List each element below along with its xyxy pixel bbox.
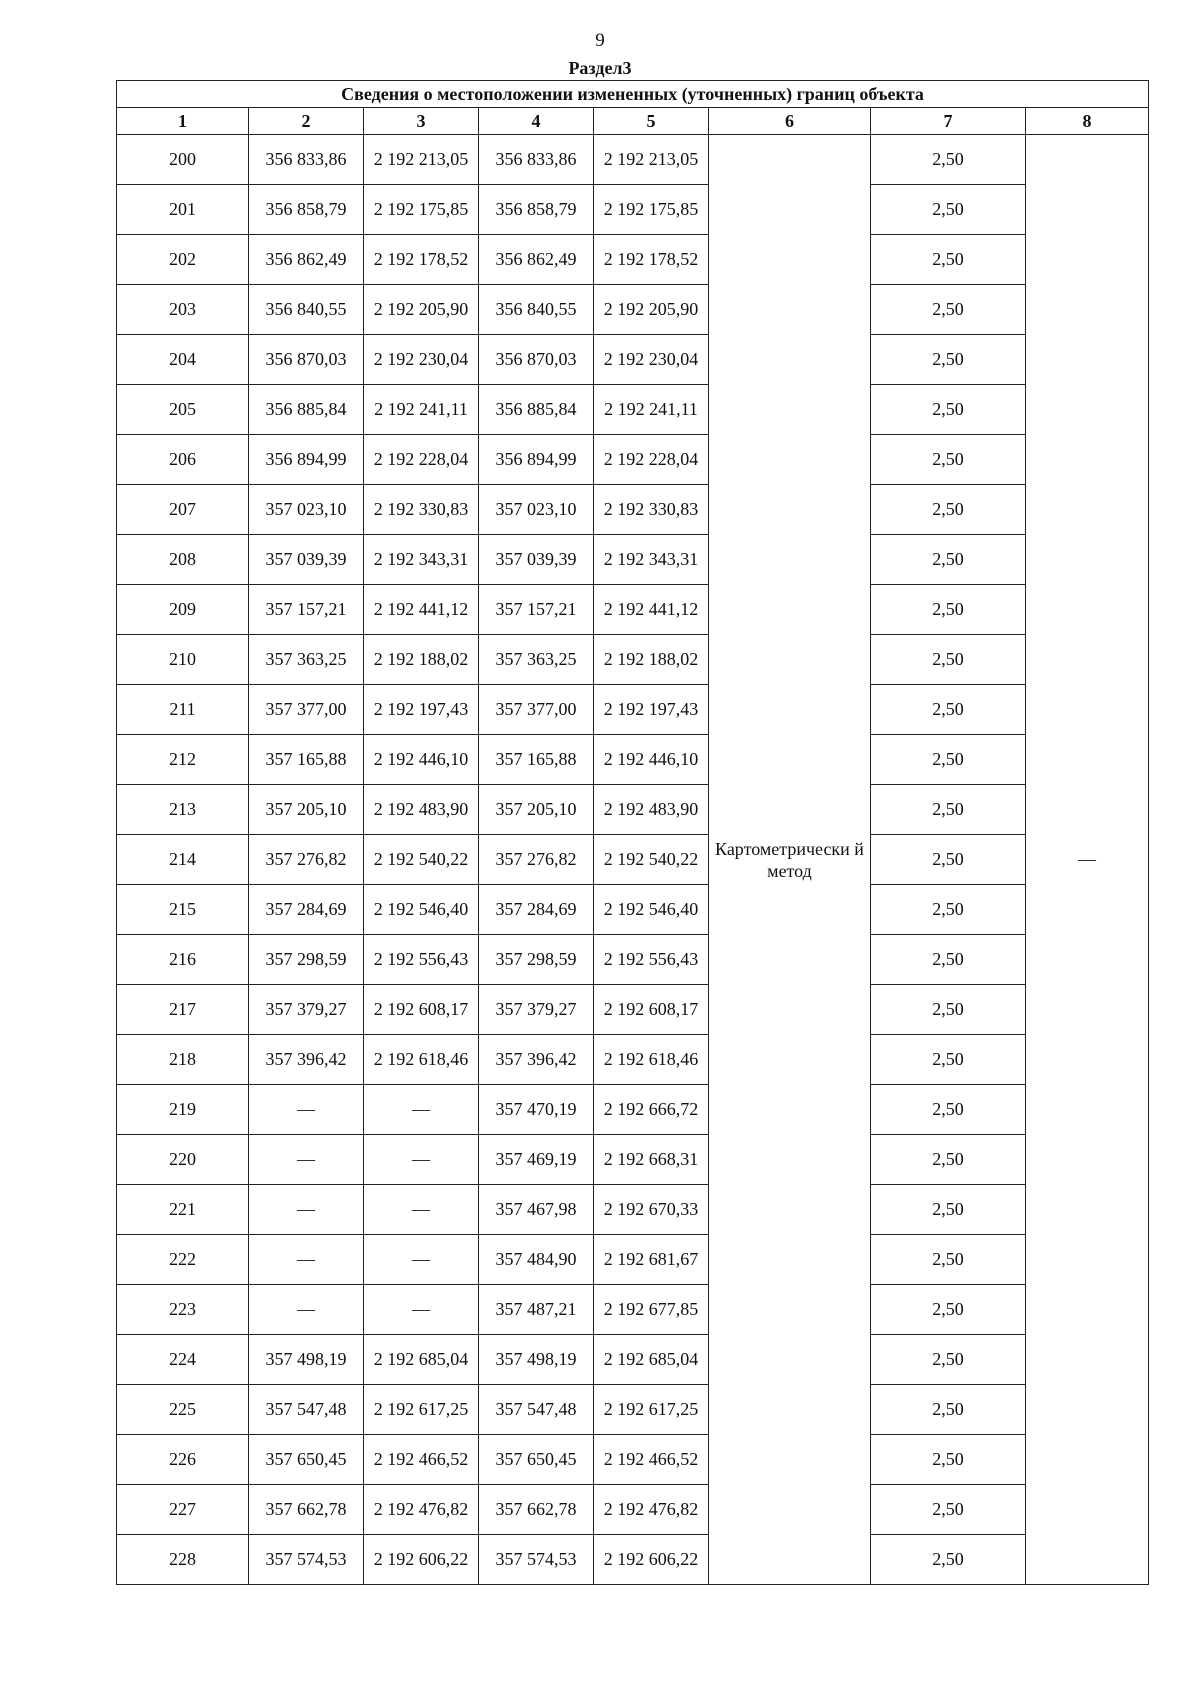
point-number-cell: 228 bbox=[117, 1535, 249, 1585]
table-row bbox=[117, 1035, 1149, 1085]
new-y-cell: 2 192 483,90 bbox=[594, 785, 709, 835]
accuracy-cell: 2,50 bbox=[871, 285, 1026, 335]
table-row bbox=[117, 1235, 1149, 1285]
old-x-cell: 356 862,49 bbox=[249, 235, 364, 285]
old-x-cell: 357 396,42 bbox=[249, 1035, 364, 1085]
point-number-cell: 214 bbox=[117, 835, 249, 885]
table-row bbox=[117, 985, 1149, 1035]
column-number: 1 bbox=[117, 108, 249, 135]
old-y-cell: 2 192 228,04 bbox=[364, 435, 479, 485]
accuracy-cell: 2,50 bbox=[871, 935, 1026, 985]
new-y-cell: 2 192 466,52 bbox=[594, 1435, 709, 1485]
old-x-cell: 357 547,48 bbox=[249, 1385, 364, 1435]
accuracy-cell: 2,50 bbox=[871, 1535, 1026, 1585]
table-row bbox=[117, 835, 1149, 885]
old-x-cell: — bbox=[249, 1135, 364, 1185]
accuracy-cell: 2,50 bbox=[871, 1235, 1026, 1285]
old-x-cell: 357 379,27 bbox=[249, 985, 364, 1035]
old-x-cell: 356 885,84 bbox=[249, 385, 364, 435]
new-y-cell: 2 192 230,04 bbox=[594, 335, 709, 385]
old-x-cell: 357 165,88 bbox=[249, 735, 364, 785]
table-row bbox=[117, 235, 1149, 285]
new-y-cell: 2 192 668,31 bbox=[594, 1135, 709, 1185]
new-x-cell: 357 298,59 bbox=[479, 935, 594, 985]
old-y-cell: 2 192 618,46 bbox=[364, 1035, 479, 1085]
accuracy-cell: 2,50 bbox=[871, 1485, 1026, 1535]
point-number-cell: 226 bbox=[117, 1435, 249, 1485]
new-x-cell: 357 039,39 bbox=[479, 535, 594, 585]
boundary-coordinates-table bbox=[116, 80, 1149, 1585]
new-x-cell: 356 858,79 bbox=[479, 185, 594, 235]
accuracy-cell: 2,50 bbox=[871, 835, 1026, 885]
table-row bbox=[117, 185, 1149, 235]
point-number-cell: 221 bbox=[117, 1185, 249, 1235]
old-y-cell: 2 192 205,90 bbox=[364, 285, 479, 335]
old-y-cell: 2 192 188,02 bbox=[364, 635, 479, 685]
accuracy-cell: 2,50 bbox=[871, 1085, 1026, 1135]
point-number-cell: 208 bbox=[117, 535, 249, 585]
old-y-cell: 2 192 617,25 bbox=[364, 1385, 479, 1435]
accuracy-cell: 2,50 bbox=[871, 435, 1026, 485]
new-x-cell: 356 885,84 bbox=[479, 385, 594, 435]
new-x-cell: 356 894,99 bbox=[479, 435, 594, 485]
accuracy-cell: 2,50 bbox=[871, 985, 1026, 1035]
old-x-cell: 357 298,59 bbox=[249, 935, 364, 985]
new-x-cell: 356 862,49 bbox=[479, 235, 594, 285]
point-number-cell: 215 bbox=[117, 885, 249, 935]
new-x-cell: 357 470,19 bbox=[479, 1085, 594, 1135]
point-number-cell: 210 bbox=[117, 635, 249, 685]
new-y-cell: 2 192 606,22 bbox=[594, 1535, 709, 1585]
point-number-cell: 216 bbox=[117, 935, 249, 985]
new-y-cell: 2 192 540,22 bbox=[594, 835, 709, 885]
old-y-cell: 2 192 343,31 bbox=[364, 535, 479, 585]
table-row bbox=[117, 1085, 1149, 1135]
point-number-cell: 218 bbox=[117, 1035, 249, 1085]
table-row bbox=[117, 1385, 1149, 1435]
old-y-cell: 2 192 483,90 bbox=[364, 785, 479, 835]
new-x-cell: 357 487,21 bbox=[479, 1285, 594, 1335]
new-x-cell: 357 650,45 bbox=[479, 1435, 594, 1485]
new-y-cell: 2 192 441,12 bbox=[594, 585, 709, 635]
old-x-cell: 357 039,39 bbox=[249, 535, 364, 585]
old-x-cell: 357 662,78 bbox=[249, 1485, 364, 1535]
point-number-cell: 207 bbox=[117, 485, 249, 535]
table-row bbox=[117, 735, 1149, 785]
old-x-cell: 357 157,21 bbox=[249, 585, 364, 635]
old-x-cell: 356 894,99 bbox=[249, 435, 364, 485]
accuracy-cell: 2,50 bbox=[871, 485, 1026, 535]
old-x-cell: 357 650,45 bbox=[249, 1435, 364, 1485]
old-y-cell: 2 192 546,40 bbox=[364, 885, 479, 935]
section-title: Раздел3 bbox=[568, 58, 632, 78]
new-y-cell: 2 192 197,43 bbox=[594, 685, 709, 735]
table-row bbox=[117, 885, 1149, 935]
accuracy-cell: 2,50 bbox=[871, 1385, 1026, 1435]
old-x-cell: 357 284,69 bbox=[249, 885, 364, 935]
old-y-cell: 2 192 466,52 bbox=[364, 1435, 479, 1485]
table-row bbox=[117, 1335, 1149, 1385]
new-y-cell: 2 192 175,85 bbox=[594, 185, 709, 235]
column-number: 4 bbox=[479, 108, 594, 135]
column-number: 6 bbox=[709, 108, 871, 135]
accuracy-cell: 2,50 bbox=[871, 235, 1026, 285]
new-y-cell: 2 192 677,85 bbox=[594, 1285, 709, 1335]
new-y-cell: 2 192 228,04 bbox=[594, 435, 709, 485]
old-y-cell: 2 192 476,82 bbox=[364, 1485, 479, 1535]
point-number-cell: 224 bbox=[117, 1335, 249, 1385]
table-row bbox=[117, 635, 1149, 685]
table-row bbox=[117, 585, 1149, 635]
new-x-cell: 357 023,10 bbox=[479, 485, 594, 535]
old-y-cell: 2 192 446,10 bbox=[364, 735, 479, 785]
table-row bbox=[117, 785, 1149, 835]
old-x-cell: 356 833,86 bbox=[249, 135, 364, 185]
new-y-cell: 2 192 556,43 bbox=[594, 935, 709, 985]
table-row bbox=[117, 485, 1149, 535]
old-x-cell: — bbox=[249, 1235, 364, 1285]
point-number-cell: 200 bbox=[117, 135, 249, 185]
accuracy-cell: 2,50 bbox=[871, 1285, 1026, 1335]
new-x-cell: 357 484,90 bbox=[479, 1235, 594, 1285]
new-y-cell: 2 192 685,04 bbox=[594, 1335, 709, 1385]
old-y-cell: 2 192 556,43 bbox=[364, 935, 479, 985]
accuracy-cell: 2,50 bbox=[871, 135, 1026, 185]
old-y-cell: — bbox=[364, 1285, 479, 1335]
point-number-cell: 212 bbox=[117, 735, 249, 785]
accuracy-cell: 2,50 bbox=[871, 1335, 1026, 1385]
accuracy-cell: 2,50 bbox=[871, 685, 1026, 735]
old-x-cell: 356 870,03 bbox=[249, 335, 364, 385]
new-y-cell: 2 192 178,52 bbox=[594, 235, 709, 285]
old-y-cell: 2 192 241,11 bbox=[364, 385, 479, 435]
new-y-cell: 2 192 618,46 bbox=[594, 1035, 709, 1085]
old-x-cell: 357 205,10 bbox=[249, 785, 364, 835]
new-y-cell: 2 192 546,40 bbox=[594, 885, 709, 935]
new-x-cell: 357 157,21 bbox=[479, 585, 594, 635]
new-x-cell: 357 547,48 bbox=[479, 1385, 594, 1435]
new-y-cell: 2 192 608,17 bbox=[594, 985, 709, 1035]
table-row bbox=[117, 935, 1149, 985]
accuracy-cell: 2,50 bbox=[871, 535, 1026, 585]
old-y-cell: 2 192 178,52 bbox=[364, 235, 479, 285]
old-x-cell: 357 363,25 bbox=[249, 635, 364, 685]
new-x-cell: 357 469,19 bbox=[479, 1135, 594, 1185]
column-number: 8 bbox=[1026, 108, 1149, 135]
method-cell: Картометрически й метод bbox=[709, 135, 871, 1585]
old-y-cell: — bbox=[364, 1135, 479, 1185]
new-x-cell: 356 840,55 bbox=[479, 285, 594, 335]
point-number-cell: 202 bbox=[117, 235, 249, 285]
point-number-cell: 225 bbox=[117, 1385, 249, 1435]
old-y-cell: — bbox=[364, 1235, 479, 1285]
table-caption: Сведения о местоположении измененных (уточненных) границ объекта bbox=[117, 81, 1149, 108]
table-row bbox=[117, 685, 1149, 735]
table-row bbox=[117, 335, 1149, 385]
old-y-cell: 2 192 606,22 bbox=[364, 1535, 479, 1585]
new-y-cell: 2 192 476,82 bbox=[594, 1485, 709, 1535]
new-y-cell: 2 192 213,05 bbox=[594, 135, 709, 185]
old-x-cell: 357 276,82 bbox=[249, 835, 364, 885]
point-number-cell: 223 bbox=[117, 1285, 249, 1335]
new-x-cell: 356 870,03 bbox=[479, 335, 594, 385]
new-y-cell: 2 192 666,72 bbox=[594, 1085, 709, 1135]
point-number-cell: 219 bbox=[117, 1085, 249, 1135]
accuracy-cell: 2,50 bbox=[871, 1135, 1026, 1185]
old-y-cell: 2 192 540,22 bbox=[364, 835, 479, 885]
new-x-cell: 357 467,98 bbox=[479, 1185, 594, 1235]
new-x-cell: 357 276,82 bbox=[479, 835, 594, 885]
new-x-cell: 357 498,19 bbox=[479, 1335, 594, 1385]
accuracy-cell: 2,50 bbox=[871, 585, 1026, 635]
table-row bbox=[117, 1135, 1149, 1185]
new-y-cell: 2 192 330,83 bbox=[594, 485, 709, 535]
old-x-cell: — bbox=[249, 1085, 364, 1135]
column-number: 7 bbox=[871, 108, 1026, 135]
old-x-cell: 357 574,53 bbox=[249, 1535, 364, 1585]
old-y-cell: 2 192 213,05 bbox=[364, 135, 479, 185]
accuracy-cell: 2,50 bbox=[871, 185, 1026, 235]
accuracy-cell: 2,50 bbox=[871, 1185, 1026, 1235]
table-row bbox=[117, 535, 1149, 585]
new-y-cell: 2 192 670,33 bbox=[594, 1185, 709, 1235]
point-number-cell: 205 bbox=[117, 385, 249, 435]
column-number: 2 bbox=[249, 108, 364, 135]
point-number-cell: 206 bbox=[117, 435, 249, 485]
old-y-cell: 2 192 230,04 bbox=[364, 335, 479, 385]
new-x-cell: 357 662,78 bbox=[479, 1485, 594, 1535]
new-y-cell: 2 192 241,11 bbox=[594, 385, 709, 435]
accuracy-cell: 2,50 bbox=[871, 335, 1026, 385]
table-row bbox=[117, 285, 1149, 335]
table-row bbox=[117, 135, 1149, 185]
accuracy-cell: 2,50 bbox=[871, 785, 1026, 835]
accuracy-cell: 2,50 bbox=[871, 1435, 1026, 1485]
accuracy-cell: 2,50 bbox=[871, 735, 1026, 785]
point-number-cell: 203 bbox=[117, 285, 249, 335]
new-y-cell: 2 192 188,02 bbox=[594, 635, 709, 685]
new-y-cell: 2 192 446,10 bbox=[594, 735, 709, 785]
old-y-cell: 2 192 175,85 bbox=[364, 185, 479, 235]
table-row bbox=[117, 1285, 1149, 1335]
table-row bbox=[117, 385, 1149, 435]
new-x-cell: 357 377,00 bbox=[479, 685, 594, 735]
point-number-cell: 209 bbox=[117, 585, 249, 635]
table-row bbox=[117, 435, 1149, 485]
new-x-cell: 357 396,42 bbox=[479, 1035, 594, 1085]
new-x-cell: 357 205,10 bbox=[479, 785, 594, 835]
table-row bbox=[117, 1185, 1149, 1235]
new-x-cell: 357 379,27 bbox=[479, 985, 594, 1035]
new-y-cell: 2 192 681,67 bbox=[594, 1235, 709, 1285]
accuracy-cell: 2,50 bbox=[871, 385, 1026, 435]
old-x-cell: — bbox=[249, 1285, 364, 1335]
point-number-cell: 201 bbox=[117, 185, 249, 235]
table-row bbox=[117, 1535, 1149, 1585]
new-x-cell: 357 284,69 bbox=[479, 885, 594, 935]
point-number-cell: 227 bbox=[117, 1485, 249, 1535]
table-row bbox=[117, 1435, 1149, 1485]
old-y-cell: — bbox=[364, 1085, 479, 1135]
old-y-cell: 2 192 330,83 bbox=[364, 485, 479, 535]
old-y-cell: 2 192 197,43 bbox=[364, 685, 479, 735]
accuracy-cell: 2,50 bbox=[871, 635, 1026, 685]
new-x-cell: 357 574,53 bbox=[479, 1535, 594, 1585]
point-number-cell: 213 bbox=[117, 785, 249, 835]
new-x-cell: 357 363,25 bbox=[479, 635, 594, 685]
old-y-cell: 2 192 685,04 bbox=[364, 1335, 479, 1385]
old-x-cell: 357 498,19 bbox=[249, 1335, 364, 1385]
old-x-cell: 356 840,55 bbox=[249, 285, 364, 335]
column-number: 3 bbox=[364, 108, 479, 135]
old-x-cell: 357 377,00 bbox=[249, 685, 364, 735]
old-x-cell: 357 023,10 bbox=[249, 485, 364, 535]
old-x-cell: 356 858,79 bbox=[249, 185, 364, 235]
old-y-cell: 2 192 608,17 bbox=[364, 985, 479, 1035]
old-y-cell: 2 192 441,12 bbox=[364, 585, 479, 635]
column-number: 5 bbox=[594, 108, 709, 135]
accuracy-cell: 2,50 bbox=[871, 885, 1026, 935]
new-y-cell: 2 192 205,90 bbox=[594, 285, 709, 335]
table-row bbox=[117, 1485, 1149, 1535]
old-x-cell: — bbox=[249, 1185, 364, 1235]
page-number: 9 bbox=[595, 30, 605, 51]
note-cell: — bbox=[1026, 135, 1149, 1585]
point-number-cell: 217 bbox=[117, 985, 249, 1035]
point-number-cell: 222 bbox=[117, 1235, 249, 1285]
new-y-cell: 2 192 617,25 bbox=[594, 1385, 709, 1435]
accuracy-cell: 2,50 bbox=[871, 1035, 1026, 1085]
table-body bbox=[117, 135, 1149, 1585]
point-number-cell: 211 bbox=[117, 685, 249, 735]
old-y-cell: — bbox=[364, 1185, 479, 1235]
new-x-cell: 356 833,86 bbox=[479, 135, 594, 185]
new-y-cell: 2 192 343,31 bbox=[594, 535, 709, 585]
new-x-cell: 357 165,88 bbox=[479, 735, 594, 785]
point-number-cell: 220 bbox=[117, 1135, 249, 1185]
point-number-cell: 204 bbox=[117, 335, 249, 385]
